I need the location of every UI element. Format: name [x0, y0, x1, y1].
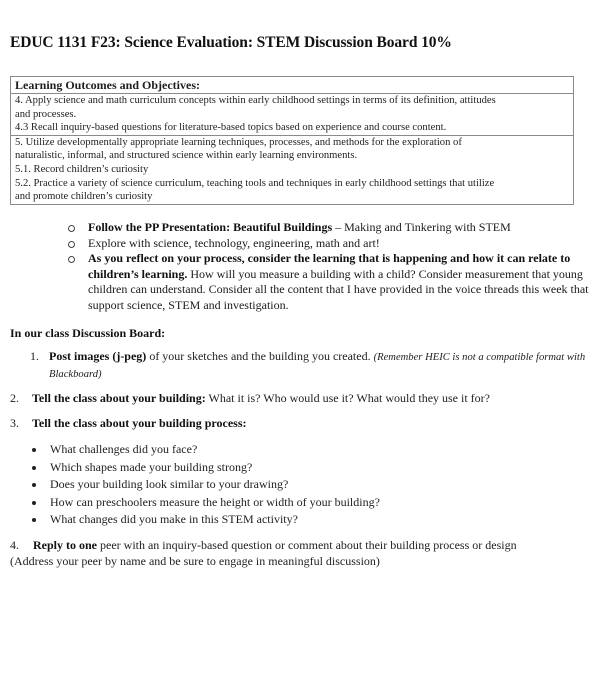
outcome-line: 5.1. Record children’s curiosity: [15, 163, 149, 175]
numbered-item-3: [10, 416, 590, 432]
question-text: How can preschoolers measure the height or width of your building?: [50, 494, 380, 509]
item-bold-text: Tell the class about your building:: [32, 391, 206, 405]
hollow-bullet-icon: [68, 241, 75, 248]
item-bold-text: Tell the class about your building process:: [32, 416, 247, 430]
instruction-bullet: [66, 251, 600, 313]
table-header-cell: Learning Outcomes and Objectives:: [11, 77, 574, 94]
bullet-dot-icon: [32, 466, 36, 470]
question-text: Does your building look similar to your drawing?: [50, 477, 289, 492]
item-number: 2.: [10, 391, 19, 405]
outcome-line: 5.2. Practice a variety of science curriculum, teaching tools and techniques in early childhood settings that utilize: [15, 177, 495, 189]
item-number: 4.: [10, 538, 19, 552]
table-header-row: [11, 77, 574, 94]
outcome-line: and processes.: [15, 108, 77, 120]
bullet-text: – Making and Tinkering with STEM: [332, 220, 511, 234]
process-question: [30, 476, 380, 494]
item-text: [10, 416, 590, 432]
page-title: EDUC 1131 F23: Science Evaluation: STEM Discussion Board 10%: [10, 34, 452, 51]
outcome-line: 4.3 Recall inquiry-based questions for literature-based topics based on experience and course content.: [15, 122, 447, 134]
process-question: [30, 494, 380, 512]
item-bold-text: Reply to one: [33, 538, 97, 552]
process-question: [30, 511, 380, 529]
question-text: What changes did you make in this STEM activity?: [50, 512, 298, 527]
question-text: What challenges did you face?: [50, 442, 198, 456]
item-body-text: of your sketches and the building you created.: [146, 349, 374, 363]
outcome-line: naturalistic, informal, and structured science within early learning environments.: [15, 150, 358, 162]
outcome-line: 4. Apply science and math curriculum concepts within early childhood settings in terms of its definition, attitudes: [15, 95, 496, 106]
item-continuation-text: (Address your peer by name and be sure to engage in meaningful discussion): [10, 553, 380, 568]
process-question: [30, 441, 380, 459]
bullet-text: How will you measure a building with a child? Consider measurement that young children can understand. Consider all the content that I have provided in the voice threads this week that support science, STEM and investigation.: [88, 266, 589, 312]
item-text: [30, 349, 600, 382]
outcome-line: and promote children’s curiosity: [15, 191, 153, 203]
bullet-dot-icon: [32, 501, 36, 505]
instruction-bullet: [66, 220, 600, 236]
question-text: Which shapes made your building strong?: [50, 459, 253, 474]
instruction-bullet-list: [66, 220, 600, 314]
item-body-text: What it is? Who would use it? What would they use it for?: [205, 391, 490, 405]
item-text: [10, 538, 600, 554]
hollow-bullet-icon: [68, 256, 75, 263]
item-italic-note: (Remember HEIC is not a compatible format with Blackboard): [49, 352, 586, 380]
bullet-bold-text: Follow the PP Presentation: Beautiful Buildings: [88, 220, 333, 234]
bullet-dot-icon: [32, 483, 36, 487]
numbered-item-2: [10, 391, 590, 407]
discussion-board-heading: In our class Discussion Board:: [10, 326, 166, 340]
numbered-item-1: [30, 349, 600, 382]
table-cell-outcome-4: [11, 94, 574, 136]
numbered-item-4: [10, 538, 600, 569]
bullet-dot-icon: [32, 448, 36, 452]
item-number: 3.: [10, 416, 19, 430]
bullet-text: Explore with science, technology, engineering, math and art!: [88, 235, 380, 250]
table-row: [11, 135, 574, 204]
table-cell-outcome-5: [11, 135, 574, 204]
process-question: [30, 459, 380, 477]
learning-outcomes-table: [10, 76, 574, 205]
process-question-list: [30, 441, 380, 529]
item-body-text: peer with an inquiry-based question or comment about their building process or design: [97, 538, 517, 552]
instruction-bullet: [66, 236, 600, 252]
item-number: 1.: [30, 349, 39, 363]
item-text: [10, 391, 590, 407]
table-row: [11, 94, 574, 136]
item-bold-text: Post images (j-peg): [49, 349, 147, 363]
bullet-dot-icon: [32, 518, 36, 522]
bullet-bold-text: As you reflect on your process, consider the learning that is happening and how it can relate to children’s learning.: [88, 251, 571, 281]
hollow-bullet-icon: [68, 225, 75, 232]
outcome-line: 5. Utilize developmentally appropriate learning techniques, processes, and methods for the exploration of: [15, 136, 462, 148]
